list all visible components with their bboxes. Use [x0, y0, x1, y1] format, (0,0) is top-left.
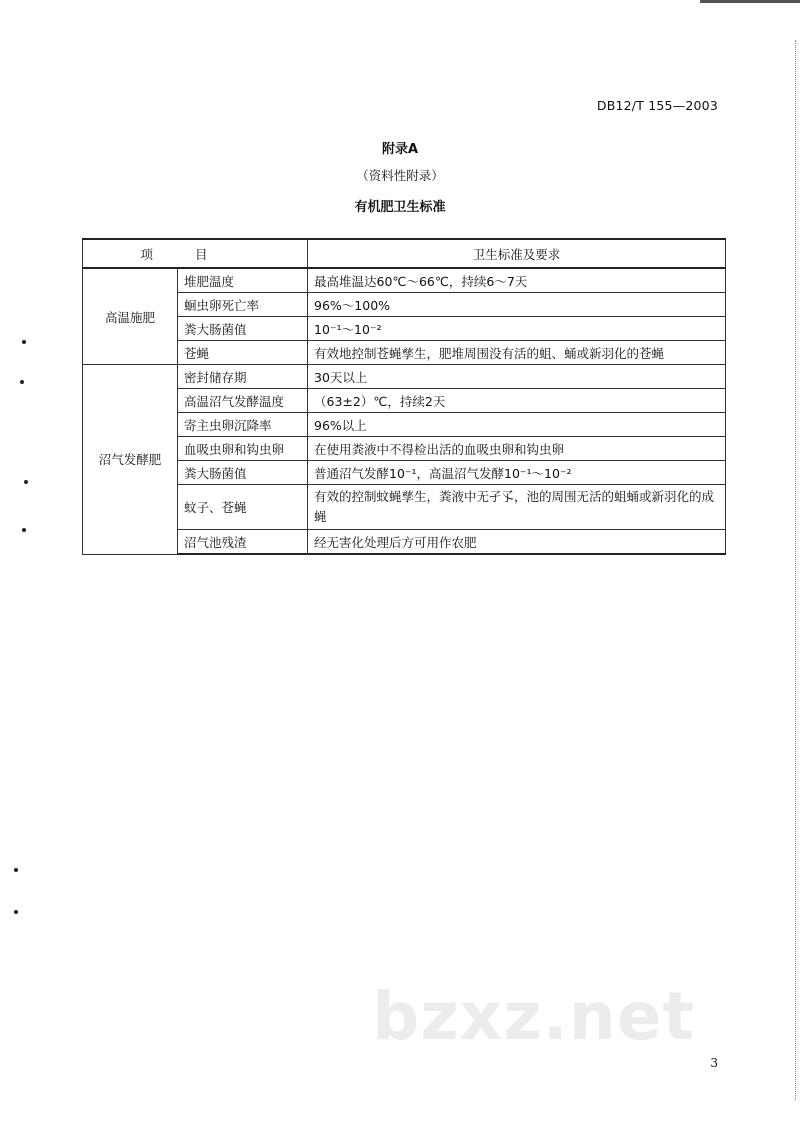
requirement-cell: 96%～100% [308, 293, 726, 317]
header-requirement: 卫生标准及要求 [308, 239, 726, 268]
table-title: 有机肥卫生标准 [354, 200, 446, 215]
requirement-cell: 普通沼气发酵10⁻¹，高温沼气发酵10⁻¹～10⁻² [308, 461, 726, 485]
top-edge-rule [700, 0, 800, 3]
item-cell: 粪大肠菌值 [178, 461, 308, 485]
annex-title: 附录A [381, 142, 419, 157]
annex-type: （资料性附录） [356, 168, 444, 183]
item-cell: 寄主虫卵沉降率 [178, 413, 308, 437]
table-row [83, 341, 726, 365]
item-cell: 蛔虫卵死亡率 [178, 293, 308, 317]
scan-speck [22, 528, 26, 532]
scan-speck [14, 910, 18, 914]
scan-speck [20, 380, 24, 384]
requirement-cell: 经无害化处理后方可用作农肥 [308, 530, 726, 555]
table-row [83, 413, 726, 437]
item-cell: 粪大肠菌值 [178, 317, 308, 341]
table-row [83, 293, 726, 317]
category-cell: 沼气发酵肥 [83, 365, 178, 555]
requirement-cell: （63±2）℃，持续2天 [308, 389, 726, 413]
hygiene-standard-table [82, 238, 726, 555]
requirement-cell: 96%以上 [308, 413, 726, 437]
requirement-cell: 30天以上 [308, 365, 726, 389]
scan-speck [22, 340, 26, 344]
item-cell: 堆肥温度 [178, 268, 308, 293]
table-row [83, 530, 726, 555]
item-cell: 血吸虫卵和钩虫卵 [178, 437, 308, 461]
table-row [83, 485, 726, 530]
standard-code: DB12/T 155—2003 [596, 98, 718, 113]
item-cell: 密封储存期 [178, 365, 308, 389]
scan-speck [14, 868, 18, 872]
table-row [83, 317, 726, 341]
requirement-cell: 有效地控制苍蝇孳生，肥堆周围没有活的蛆、蛹或新羽化的苍蝇 [308, 341, 726, 365]
requirement-cell: 在使用粪液中不得检出活的血吸虫卵和钩虫卵 [308, 437, 726, 461]
requirement-cell: 10⁻¹～10⁻² [308, 317, 726, 341]
item-cell: 高温沼气发酵温度 [178, 389, 308, 413]
header-item: 项目 [83, 239, 308, 268]
table-row [83, 268, 726, 293]
table-row [83, 389, 726, 413]
watermark-text: bzxz.net [372, 978, 696, 1055]
item-cell: 蚊子、苍蝇 [178, 485, 308, 530]
scan-speck [24, 480, 28, 484]
page-number: 3 [710, 1056, 718, 1070]
requirement-cell: 有效的控制蚊蝇孳生，粪液中无孑孓，池的周围无活的蛆蛹或新羽化的成蝇 [308, 485, 726, 530]
table-row [83, 437, 726, 461]
table-row [83, 461, 726, 485]
table-header-row [83, 239, 726, 268]
table-row [83, 365, 726, 389]
category-cell: 高温施肥 [83, 268, 178, 365]
requirement-cell: 最高堆温达60℃～66℃，持续6～7天 [308, 268, 726, 293]
item-cell: 苍蝇 [178, 341, 308, 365]
item-cell: 沼气池残渣 [178, 530, 308, 555]
